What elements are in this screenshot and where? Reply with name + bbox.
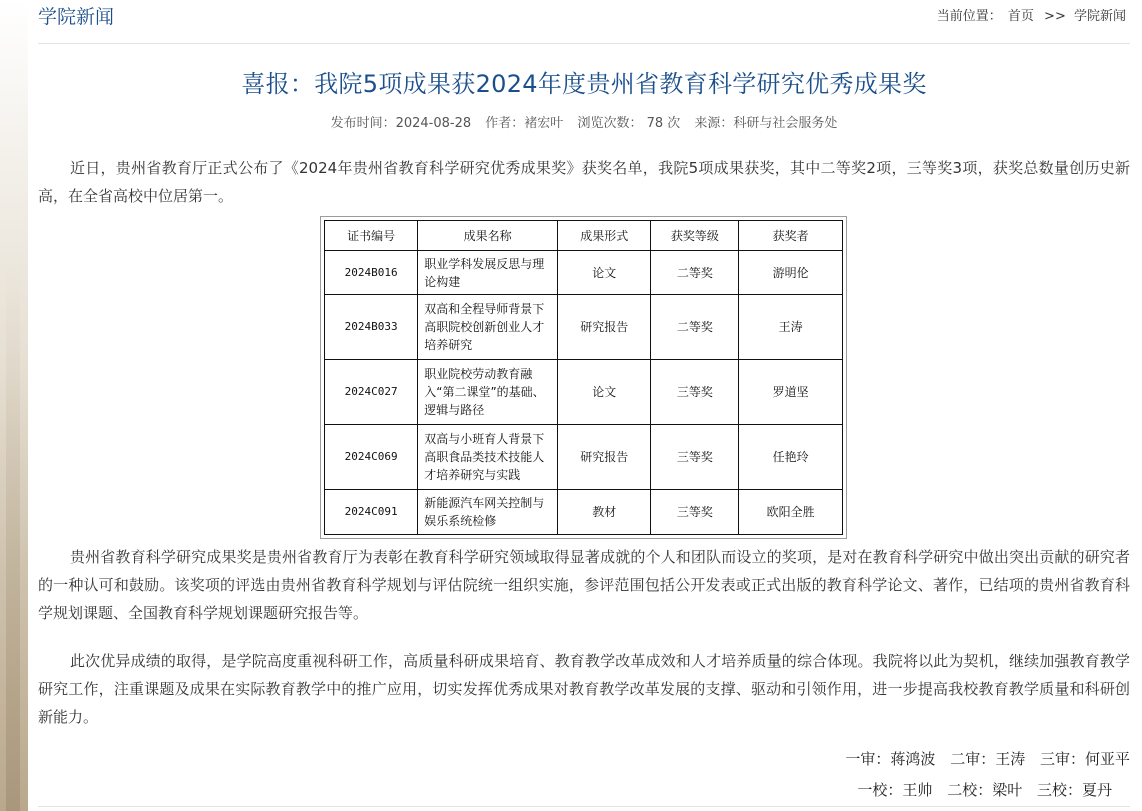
award-winner: 游明伦 [739,251,843,295]
award-level: 三等奖 [651,490,739,535]
article-paragraph: 此次优异成绩的取得，是学院高度重视科研工作，高质量科研成果培育、教育教学改革成效和人才培养质量的综合体现。我院将以此为契机，继续加强教育教学研究工作，注重课题及成果在实际教育教学中的推广应用，切实发挥优秀成果对教育教学改革发展的支撑、驱动和引领作用，进一步提高我校教育教学质量和科研创新能力。 [38,652,1130,726]
proofreaders-line [847,779,1112,800]
reviewer-second: 二审：王涛 [950,750,1026,768]
column-header: 成果形式 [558,221,651,251]
achievement-form: 研究报告 [558,425,651,490]
proofreader-second: 二校：梁叶 [947,781,1023,799]
certificate-code: 2024B033 [325,295,418,360]
achievement-form: 研究报告 [558,295,651,360]
achievement-name: 双高和全程导师背景下高职院校创新创业人才培养研究 [418,295,558,360]
footer-divider [38,806,1130,807]
achievement-name: 职业学科发展反思与理论构建 [418,251,558,295]
proofreader-first: 一校：王帅 [857,781,933,799]
table-header-row [325,221,843,251]
table-row [325,295,843,360]
reviewer-third: 三审：何亚平 [1039,750,1130,768]
achievement-name: 双高与小班育人背景下高职食品类技术技能人才培养研究与实践 [418,425,558,490]
proofreader-third: 三校：夏丹 [1036,781,1112,799]
breadcrumb-home-link[interactable]: 首页 [1007,9,1034,24]
achievement-name: 职业院校劳动教育融入“第二课堂”的基础、逻辑与路径 [418,360,558,425]
column-header: 获奖者 [739,221,843,251]
column-header: 获奖等级 [651,221,739,251]
source: 来源：科研与社会服务处 [694,116,838,131]
column-header: 成果名称 [418,221,558,251]
certificate-code: 2024C069 [325,425,418,490]
author: 作者：褚宏叶 [485,116,564,131]
article-paragraph: 贵州省教育科学研究成果奖是贵州省教育厅为表彰在教育科学研究领域取得显著成就的个人和团队而设立的奖项，是对在教育科学研究中做出突出贡献的研究者的一种认可和鼓励。该奖项的评选由贵州省教育科学规划与评估院统一组织实施，参评范围包括公开发表或正式出版的教育科学论文、著作，已结项的贵州省教育科学规划课题、全国教育科学规划课题研究报告等。 [38,548,1130,622]
breadcrumb-label: 当前位置： [936,9,1002,24]
achievement-name: 新能源汽车网关控制与娱乐系统检修 [418,490,558,535]
article-paragraph: 近日，贵州省教育厅正式公布了《2024年贵州省教育科学研究优秀成果奖》获奖名单，我院5项成果获奖，其中二等奖2项，三等奖3项，获奖总数量创历史新高，在全省高校中位居第一。 [38,159,1130,205]
certificate-code: 2024B016 [325,251,418,295]
awards-table-image [320,216,847,539]
table-row [325,490,843,535]
award-level: 三等奖 [651,360,739,425]
achievement-form: 论文 [558,251,651,295]
article-title: 喜报：我院5项成果获2024年度贵州省教育科学研究优秀成果奖 [241,70,927,98]
award-winner: 任艳玲 [739,425,843,490]
breadcrumb [937,5,1128,24]
breadcrumb-current-link[interactable]: 学院新闻 [1073,9,1126,24]
publish-date: 发布时间：2024-08-28 [330,116,472,131]
reviewers-line [835,748,1130,769]
certificate-code: 2024C091 [325,490,418,535]
reviewer-first: 一审：蒋鸿波 [845,750,936,768]
certificate-code: 2024C027 [325,360,418,425]
table-row [325,360,843,425]
award-level: 三等奖 [651,425,739,490]
award-winner: 罗道坚 [739,360,843,425]
left-background-decoration [0,0,28,811]
page-header [38,0,1130,44]
breadcrumb-separator: >> [1044,9,1066,24]
award-winner: 王涛 [739,295,843,360]
table-row [325,425,843,490]
table-row [325,251,843,295]
achievement-form: 论文 [558,360,651,425]
achievement-form: 教材 [558,490,651,535]
article-meta [38,112,1130,131]
award-winner: 欧阳全胜 [739,490,843,535]
view-count: 浏览次数： 78 次 [577,116,681,131]
award-level: 二等奖 [651,251,739,295]
award-level: 二等奖 [651,295,739,360]
column-header: 证书编号 [325,221,418,251]
section-title: 学院新闻 [38,6,115,28]
awards-table [324,220,843,535]
